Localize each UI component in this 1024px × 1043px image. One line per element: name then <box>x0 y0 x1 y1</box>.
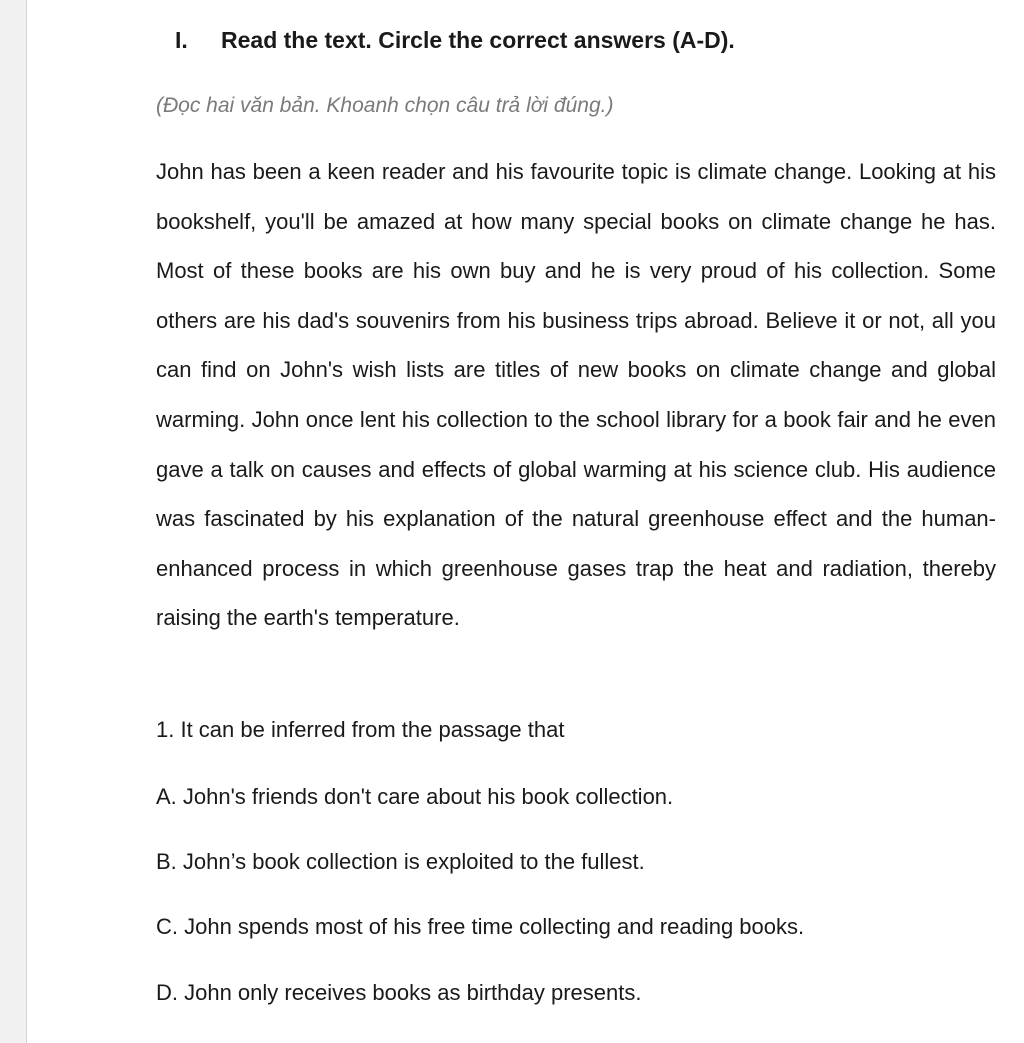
answer-option-d[interactable]: D. John only receives books as birthday presents. <box>156 980 642 1005</box>
answer-option-a[interactable]: A. John's friends don't care about his book collection. <box>156 784 674 809</box>
reading-passage: John has been a keen reader and his favourite topic is climate change. Looking at his bookshelf, you'll be amazed at how many special books on climate change he has. Most of these books are his own buy and he is very proud of his collection. Some others are his dad's souvenirs from his business trips abroad. Believe it or not, all you can find on John's wish lists are titles of new books on climate change and global warming. John once lent his collection to the school library for a book fair and he even gave a talk on causes and effects of global warming at his science club. His audience was fascinated by his explanation of the natural greenhouse effect and the human-enhanced process in which greenhouse gases trap the heat and radiation, thereby raising the earth's temperature. <box>156 159 996 631</box>
section-instruction: Read the text. Circle the correct answers (A-D). <box>221 27 735 53</box>
question-prompt: 1. It can be inferred from the passage that <box>156 717 565 742</box>
section-heading <box>175 27 735 54</box>
answer-option-c[interactable]: C. John spends most of his free time collecting and reading books. <box>156 914 805 939</box>
document-page <box>26 0 1024 1043</box>
translation-subtitle: (Đọc hai văn bản. Khoanh chọn câu trả lời đúng.) <box>156 94 614 117</box>
answer-option-b[interactable]: B. John’s book collection is exploited to the fullest. <box>156 849 645 874</box>
section-number: I. <box>175 27 188 53</box>
